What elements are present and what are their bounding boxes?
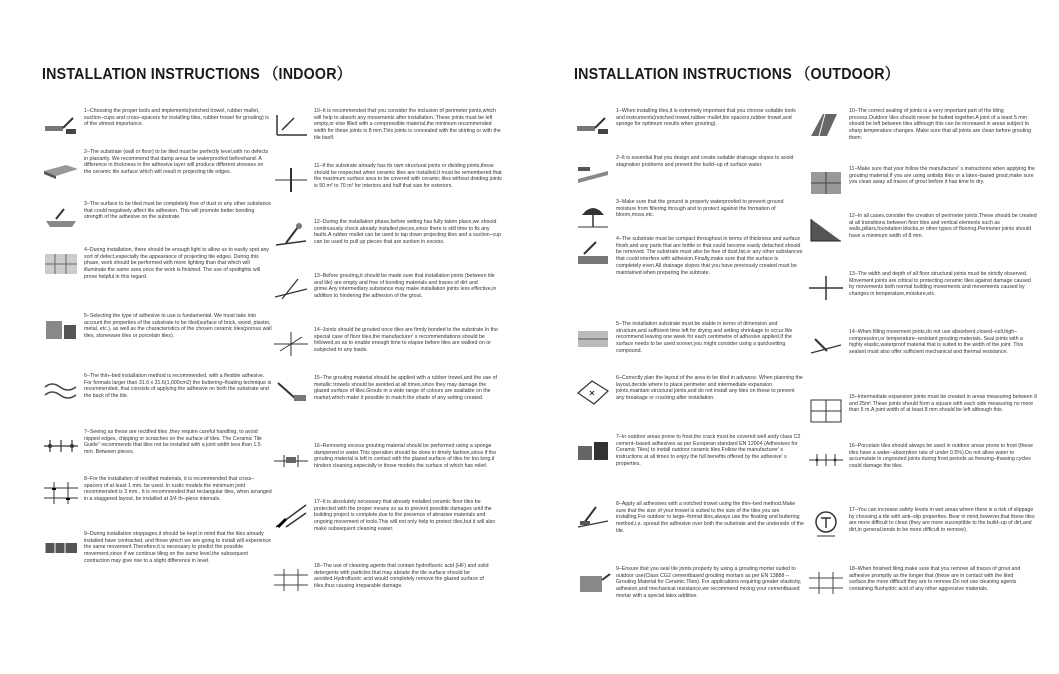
expansion-joint-icon: [807, 396, 845, 426]
indoor-step-4: [42, 247, 272, 281]
outdoor-step-14: [807, 329, 1037, 361]
anti-slip-icon: [807, 168, 845, 198]
indoor-step-text: 12–During the installation phase,before setting has fully taken place,we should continuously check already installed pieces,since there is still time to fix any faults.A rubber mallet can be used to tap down projecting tiles and a suction–cup can be used to pull up pieces that are sunken in excess.: [314, 219, 502, 246]
indoor-step-17: [272, 499, 502, 533]
surface-icon: [42, 203, 80, 233]
layout-plan-icon: [574, 377, 612, 407]
indoor-step-text: 11–If the substrate already has its own structural joints or dividing joints,these should be respected when ceramic tiles are installed.It must be remembered that the maximum surface area to be covered with ceramic tiles without dividing joints is 50 m² to 70 m² for interiors and half that size for exteriors.: [314, 163, 502, 190]
cleaning-agent-icon: [272, 565, 310, 595]
outdoor-step-text: 15–Intermediate expansion joints must be created in areas measuring between 9 and 25m².These joints should form a square with each side measuring no more than 5 m.A joint width of at least 8 mm should be left although this.: [849, 394, 1037, 414]
indoor-step-13: [272, 273, 502, 305]
outdoor-step-17: [807, 507, 1037, 539]
notched-trowel-icon: [574, 503, 612, 533]
stable-substrate-icon: [574, 323, 612, 353]
outdoor-step-text: 18–When finished tiling,make sure that you remove all traces of grout and adhesive promptly as the longer that (these are in contact with the tiled surface,the more difficult they are to remove.Do not use cleaning agents containing fluohydric acid of any other aggressive materials.: [849, 566, 1021, 593]
indoor-step-1: [42, 108, 272, 140]
movement-joint-icon: [807, 273, 845, 303]
outdoor-step-text: 4–The substrate must be compact throughout in terms of thickness and surface finish,and any parts that are brittle or that could become easily detached should be removed. The substrate must also be free of dust,fat,or any other substances that could interfere with adhesion.Finally,make sure that the surface is completely even.All drainage slopes that you have previously created must be maintained when preparing the subtrate.: [616, 236, 803, 276]
outdoor-step-text: 7–In outdoor areas prone to frost,the crack must be covered well andy class C2 cement–based adhesives as per European standard EN 12004 (Adhesives for Ceramic Tiles) to install outdoor ceramic tiles.Follow the manufacturer' s instructions at all times to enjoy the full benefits offered by the adhesive' s properties.: [616, 434, 801, 467]
final-clean-icon: [807, 568, 845, 598]
outdoor-step-7: [574, 434, 804, 468]
indoor-step-text: 2–The substrate (wall or floor) to be tiled must be perfectly level,with no defects in planarity. We recommend that damp areas be waterproofed beforehand. A difference in thickness in the adhesive layer will produce different stresses on the ceramic tile surface which will result in projecting tile edges.: [84, 149, 269, 176]
outdoor-step-text: 14–When filling movement joints,do not use absorbent,closed–cell,high–compression,or temperature–resistant grouting materials. Seal joints with a highly elastic,waterproof material that is suited to the width of the joint. This sealant must also offer sufficient mechanical and thermal resistance.: [849, 329, 1024, 356]
indoor-step-9: [42, 531, 272, 565]
indoor-page: [0, 0, 515, 674]
outdoor-step-text: 1–When installing tiles,it is extremely important that you choose suitable tools and instruments(notched trowel,rubber mallet,tile spacers,rubber trowel,and sponge for optimum results when grouting).: [616, 108, 796, 128]
outdoor-step-text: 17–You can increase safety levels in wet areas where there is a risk of slippage by choosing a tile with anti–slip properties. Bear in mind,however,that these tiles are more difficult to clean (they are more susceptible to the build–up of dirt,and dirt,in general,tends to be more difficult to remove).: [849, 507, 1035, 534]
outdoor-step-9: [574, 566, 804, 600]
indoor-step-text: 16–Removing excess grouting material should be performed using a sponge dampened in water.This operation should be done in timely fashion,since if the grouting material is left in contact with the glazed surface of tiles for too long,it hinders cleaning,especially in those models the surface of which has relief.: [314, 443, 497, 470]
indoor-step-12: [272, 219, 502, 251]
outdoor-step-6: [574, 375, 804, 407]
tools-icon: [574, 110, 612, 140]
substrate-icon: [42, 151, 80, 181]
indoor-step-text: 13–Before grouting,it should be made sure that installation joints (between tile and tile) are empty and free of bonding materials and traces of dirt and grime.Any intermediary substance may make installation joints less effective,in addition to hindering the adhesion of the grout.: [314, 273, 497, 300]
outdoor-step-11: [807, 166, 1037, 198]
indoor-step-5: [42, 313, 272, 345]
indoor-step-text: 5–Selecting the type of adhesive to use is fundamental. We must take into account the properties of the substrate to be tiled(surface of brick, wood, plaster, metal, etc.), as well as the characteristics of the chosen ceramic tiles(porous wall tiles, stoneware tiles or porcelain tiles).: [84, 313, 272, 340]
sponge-icon: [272, 445, 310, 475]
outdoor-step-text: 5–The installation substrate must be stable in terms of dimension and structure,and sufficient time left for drying and setting shrinkage to occur.We recommend leaving one week for each centimetre of adhesive applied.If the surface needs to be used sooner,you might consider using a quicksetting compound.: [616, 321, 793, 354]
outdoor-step-text: 9–Ensure that you seal tile joints properly by using a grouting mortar suited to outdoor use(Class CG2 cementbased grouting mortars as per EN 13888 – Grouting Material for Ceramic Tiles). For applications requiring greater elasticity, adhesion,and mechanical resistance,we recommend mixing your cementbased mortar with a special latex additive.: [616, 566, 802, 599]
joint-sealing-icon: [807, 110, 845, 140]
outdoor-step-16: [807, 443, 1037, 475]
light-icon: [42, 249, 80, 279]
rectified-icon: [42, 431, 80, 461]
rubber-trowel-icon: [272, 377, 310, 407]
adhesive-icon: [42, 315, 80, 345]
compact-substrate-icon: [574, 238, 612, 268]
sealant-icon: [807, 331, 845, 361]
outdoor-step-5: [574, 321, 804, 355]
grout-joints-icon: [272, 329, 310, 359]
indoor-step-text: 7–Seeing as these are rectified tiles ,they require careful handling, to avoid nipped edges, chipping or scratches on the surface of tiles. The Ceramic Tile Guide" recommends that tiles not be installed with a joint width less than 1.5 mm. Between pieces.: [84, 429, 262, 456]
indoor-step-text: 10–It is recommended that you consider the inclusion of perimeter joints,which will help to absorb any movements after installation. These joints must be left empty,or else filled with a compressible material,the minimum recommended width for these joints is 8 mm.This joints is concealed with the skirting or with the tile itself.: [314, 108, 501, 141]
suction-cup-icon: [272, 221, 310, 251]
outdoor-step-2: [574, 155, 804, 187]
frost-adhesive-icon: [574, 436, 612, 466]
indoor-step-6: [42, 373, 272, 405]
indoor-step-2: [42, 149, 272, 181]
indoor-step-10: [272, 108, 502, 142]
indoor-step-text: 4–During installation, there should be enough light to allow us to easily spot any sort of defect,especially the appearance of projecting tile edges. During this phase, work should be performed with more lighting than that which will illuminate the same area once the work is finished. The use of spotlights will prove helpful in this regard.: [84, 247, 270, 280]
indoor-step-16: [272, 443, 502, 475]
stoppage-icon: [42, 533, 80, 563]
drainage-icon: [574, 157, 612, 187]
indoor-title: INSTALLATION INSTRUCTIONS （INDOOR）: [42, 66, 352, 83]
protect-icon: [272, 501, 310, 531]
outdoor-step-text: 16–Porcelain tiles should always be used in outdoor areas prone to frost (these tiles have a water–absorption rate of under 0.5%).Do not allow water to accumulate in ungrouted joints during frost periods as freezing–thawing cycles could damage the tiles.: [849, 443, 1033, 470]
indoor-step-3: [42, 201, 272, 233]
perimeter-icon: [272, 110, 310, 140]
outdoor-step-text: 8–Apply all adhesives with a notched trowel using the thin–bed method.Make sure that the size of your trowel is suited to the size of the tiles you are installing.For outdoor ro large–format tiles,always use the floating and buttering method,i.e. spread the adhesive over both the substrate and the underside of the tile.: [616, 501, 804, 534]
outdoor-step-text: 11–Make sure that your follow the manufacture' s instructions when applying the grouting material.If you are using antislip tiles or a latex–based grout,make sure you clean away all traces of grout before it has time to dry.: [849, 166, 1035, 186]
umbrella-icon: [574, 201, 612, 231]
indoor-step-text: 8–For the installation of rectified materials, it is recommended that cross–spacers of at least 1 mm. be used. In rustic models the minimum joint recommended is 3 mm.. It is recommended that rectangular tiles, when arranged in a staggered layout, be installed at 3/4 th–piece intervals.: [84, 476, 272, 503]
grouting-check-icon: [272, 275, 310, 305]
outdoor-step-18: [807, 566, 1037, 598]
indoor-step-11: [272, 163, 502, 195]
perimeter-joint-icon: [807, 215, 845, 245]
outdoor-step-text: 2–It is essential that you design and create suitable drainage slopes to avoid stagnation problems and prevent the build–up of surface water.: [616, 155, 794, 168]
outdoor-step-10: [807, 108, 1037, 142]
outdoor-step-text: 6–Correctly plan the layout of the area to be tiled in advance. When planning the layout,decide where to place perimeter and intermediate expansion joints,maintain structural joints,and do not install any tiles on these to prevent any breakage or cracking after installation.: [616, 375, 803, 402]
porcelain-tile-icon: [807, 445, 845, 475]
outdoor-page: [544, 0, 1059, 674]
indoor-step-text: 14–Joints should be grouted once tiles are firmly bonded to the substrate.In the special case of floor tiles,the manufacturer' s recommendations should be followed,so as to enable enough time to elapse before tiles are walked on or subjected to any loads.: [314, 327, 498, 354]
outdoor-step-text: 12–In all cases,consider the creation of perimeter joints.These should be created at all transitions between floor tiles and vertical elements such as walls,pillars,foundation blocks,or other types of flooring.Perimeter joints should have a minimum width of 8 mm.: [849, 213, 1037, 240]
structural-joint-icon: [272, 165, 310, 195]
indoor-step-14: [272, 327, 502, 359]
indoor-step-text: 6–The thin–bed installation method is recommended, with a flexible adhesive. For formats larger than 31.6 x 31.6(1,000cm2) the buttering–floating technique is recommended, that consists of applying the adhesive on both the substrate and the back of the tile.: [84, 373, 272, 400]
outdoor-step-text: 10–The correct sealing of joints is a very important part of the tiling process.Outdoor tiles should never be butted together.A joint of a least 5 mm should be left between tiles although this can be increased in areas subject to sharp temperature changes. Make sure that all joints are clean before grouting them.: [849, 108, 1032, 141]
outdoor-step-13: [807, 271, 1037, 303]
indoor-step-text: 15–The grouting material should be applied with a rubber trowel,and the use of metallic trowels should be avoided at all times,since they may damage the glazed surface of tiles.Grouts in a wide range of colours are available on the market,which make it possible to match the shade of any setting created.: [314, 375, 497, 402]
indoor-step-text: 3–The surface to be tiled must be completely free of dust or any other substance that could negatively affect tile adhesion. This will promote better bonding strength of the adhesive on the substrate.: [84, 201, 272, 221]
outdoor-step-text: 13–The width and depth of all floor structural joints must be strictly observed. Movement joints are critical to protecting ceramic tiles against damage caused by movements both normal building movements and movements caused by changes in temperature,moisture,etc.: [849, 271, 1031, 298]
indoor-step-15: [272, 375, 502, 407]
tools-icon: [42, 110, 80, 140]
anti-slip-rating-icon: [807, 509, 845, 539]
thin-bed-icon: [42, 375, 80, 405]
indoor-step-18: [272, 563, 502, 595]
outdoor-step-12: [807, 213, 1037, 245]
indoor-step-7: [42, 429, 272, 461]
outdoor-step-15: [807, 394, 1037, 426]
indoor-step-text: 18–The use of cleaning agents that contain hydrofluoric acid (HF) and solid detergents with particles that may abrade the tile surface should be avoided.Hydrofluoric acid would completely remove the glazed surface of tiles,thus causing irreparable damage.: [314, 563, 489, 590]
indoor-step-8: [42, 476, 272, 508]
spacers-icon: [42, 478, 80, 508]
grouting-mortar-icon: [574, 568, 612, 598]
outdoor-step-1: [574, 108, 804, 140]
outdoor-step-3: [574, 199, 804, 231]
outdoor-step-8: [574, 501, 804, 535]
outdoor-step-text: 3–Make sure that the ground is properly waterproofed to prevent ground moisture from filtering through and to protect against the formation of bloom,moss,etc.: [616, 199, 784, 219]
indoor-step-text: 1–Choosing the proper tools and implements(notched trowel, rubber mallet, suction–cups and cross–spacers for installing tiles, rubber trowel for grouting) is of the utmost importance.: [84, 108, 270, 128]
outdoor-step-4: [574, 236, 804, 276]
outdoor-title: INSTALLATION INSTRUCTIONS （OUTDOOR）: [574, 66, 900, 83]
indoor-step-text: 17–It is absolutely necessary that already installed ceramic floor tiles be protected with the proper means so as to prevent possible damages until the building project is complete,due to the presence of abrasive materials and ongoing movement of tools.This will not only help to protect tiles,but it will also make subsequent cleaning easier.: [314, 499, 496, 532]
indoor-step-text: 9–During installation stoppages,it should be kept in mind that the tiles already installed have contracted, and those which we are going to install will experience the same movement.Therefore,it is necessary to predict the possible movement,since if we continue tiling on the same level,the subsequent contraction may give rise to a slight difference in level.: [84, 531, 272, 564]
